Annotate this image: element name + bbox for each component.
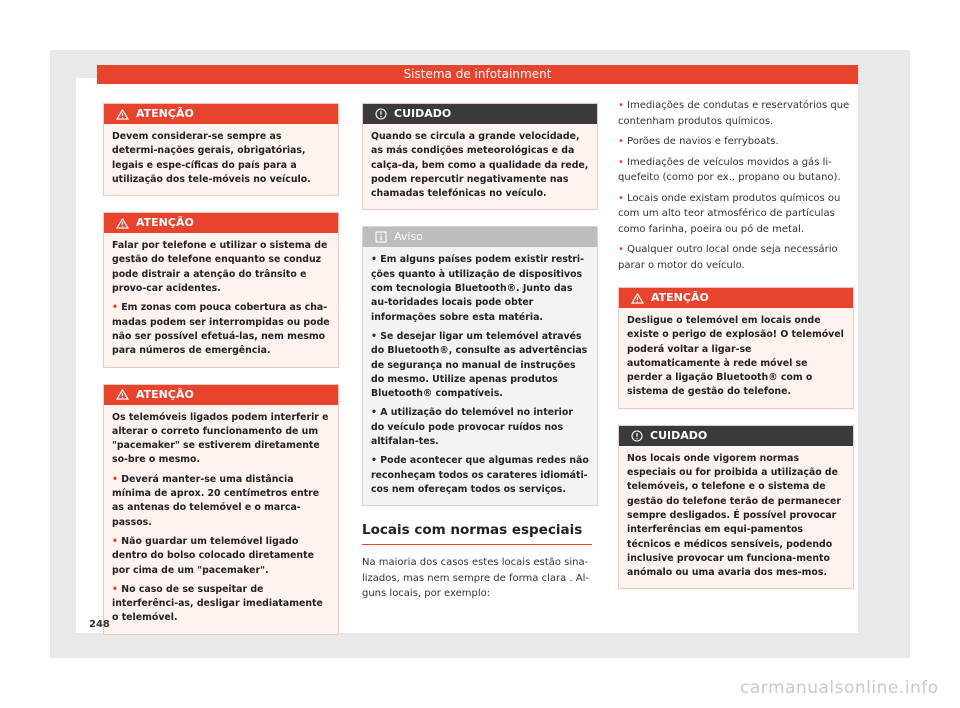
body-paragraph: Na maioria dos casos estes locais estão sina-lizados, mas nem sempre de forma clara . Al-guns locais, por exemplo: (362, 557, 590, 600)
list-item: • Locais onde existam produtos químicos ou com um alto teor atmosférico de partículas como farinha, poeira ou pó de metal. (618, 192, 841, 235)
column-middle (362, 103, 598, 607)
box-title: Aviso (394, 230, 423, 244)
section-header: Sistema de infotainment (97, 65, 858, 84)
caution-box (618, 425, 854, 590)
page-number: 248 (89, 619, 110, 630)
bullet-icon: • (112, 535, 118, 547)
bullet-item: • Em zonas com pouca cobertura as cha-madas podem ser interrompidas ou pode não ser possível efetuá-las, nem mesmo para números de emergência. (112, 302, 330, 357)
bullet-icon: • (618, 244, 624, 255)
column-left (103, 103, 339, 651)
info-icon (375, 231, 387, 243)
bullet-icon: • (371, 330, 377, 342)
bullet-item: • A utilização do telemóvel no interior do veículo pode provocar ruídos nos altifalan-tes. (371, 407, 573, 448)
bullet-icon: • (112, 583, 118, 595)
warning-box (103, 103, 339, 196)
box-text: Desligue o telemóvel em locais onde existe o perigo de explosão! O telemóvel poderá voltar a ligar-se automaticamente à rede móvel se perder a ligação Bluetooth® com o sistema de gestão do telefone. (627, 315, 844, 398)
warning-box (618, 287, 854, 409)
warning-triangle-icon (116, 109, 129, 120)
bullet-icon: • (112, 473, 118, 485)
bullet-item: • Pode acontecer que algumas redes não reconheçam todos os carateres idiomáti-cos nem ofereçam todos os serviços. (371, 455, 589, 495)
bullet-icon: • (112, 302, 118, 314)
caution-box (362, 103, 598, 210)
bullet-icon: • (618, 156, 624, 168)
box-text: Quando se circula a grande velocidade, as más condições meteorológicas e da calça-da, bem como a qualidade da rede, podem repercutir negativamente nas chamadas telefónicas no veículo. (371, 131, 589, 200)
box-title: CUIDADO (650, 428, 708, 442)
bullet-item: • Deverá manter-se uma distância mínima de aprox. 20 centímetros entre as antenas do telemóvel e o marca-passos. (112, 473, 320, 528)
bullet-item: • Não guardar um telemóvel ligado dentro do bolso colocado diretamente por cima de um "pacemaker". (112, 535, 314, 576)
box-title: ATENÇÃO (136, 107, 194, 120)
caution-circle-icon (375, 108, 387, 120)
list-item: • Imediações de condutas e reservatórios que contenham produtos químicos. (618, 100, 850, 127)
bullet-icon: • (618, 100, 624, 111)
bullet-icon: • (618, 192, 624, 204)
section-heading: Locais com normas especiais (362, 522, 592, 545)
box-title: ATENÇÃO (136, 216, 194, 230)
box-text: Os telemóveis ligados podem interferir e alterar o correto funcionamento de um "pacemaker" se estiverem diretamente so-bre o mesmo. (112, 411, 329, 466)
list-item: • Porões de navios e ferryboats. (618, 136, 779, 147)
box-title: CUIDADO (394, 107, 452, 120)
bullet-item: • Em alguns países podem existir restri-ções quanto à utilização de dispositivos com tecnologia Bluetooth®. Junto das au-toridades locais pode obter informações sobre esta matéria. (371, 254, 584, 323)
bullet-item: • No caso de se suspeitar de interferênci-as, desligar imediatamente o telemóvel. (112, 583, 323, 624)
box-title: ATENÇÃO (651, 291, 709, 304)
warning-triangle-icon (631, 293, 644, 304)
bullet-icon: • (618, 136, 624, 147)
box-text: Falar por telefone e utilizar o sistema de gestão do telefone enquanto se conduz pode distrair a atenção do trânsito e provo-car acidentes. (112, 240, 328, 295)
column-right (618, 100, 854, 605)
bullet-icon: • (371, 455, 377, 467)
warning-triangle-icon (116, 218, 129, 229)
box-title: ATENÇÃO (136, 387, 194, 401)
bullet-icon: • (371, 254, 377, 266)
warning-triangle-icon (116, 389, 129, 400)
locations-list (618, 98, 854, 273)
watermark: carmanualsonline.info (740, 678, 939, 698)
box-text: Devem considerar-se sempre as determi-nações gerais, obrigatórias, legais e espe-cíficas do país para a utilização dos tele-móveis no veículo. (112, 131, 311, 185)
box-text: Nos locais onde vigorem normas especiais ou for proibida a utilização de telemóveis, o telefone e o sistema de gestão do telefone terão de permanecer sempre desligados. É possível provocar interferências em equi-pamentos técnicos e médicos sensíveis, podendo inclusive provocar um funciona-mento anómalo ou uma avaria dos mes-mos. (627, 452, 841, 579)
bullet-icon: • (371, 407, 377, 419)
list-item: • Imediações de veículos movidos a gás li-quefeito (como por ex., propano ou butano). (618, 156, 841, 183)
warning-box (103, 384, 339, 635)
note-box (362, 226, 598, 506)
caution-circle-icon (631, 430, 643, 442)
list-item: • Qualquer outro local onde seja necessário parar o motor do veículo. (618, 244, 838, 271)
bullet-item: • Se desejar ligar um telemóvel através do Bluetooth®, consulte as advertências de segurança no manual de instruções do mesmo. Utilize apenas produtos Bluetooth® compatíveis. (371, 330, 588, 400)
warning-box (103, 212, 339, 367)
